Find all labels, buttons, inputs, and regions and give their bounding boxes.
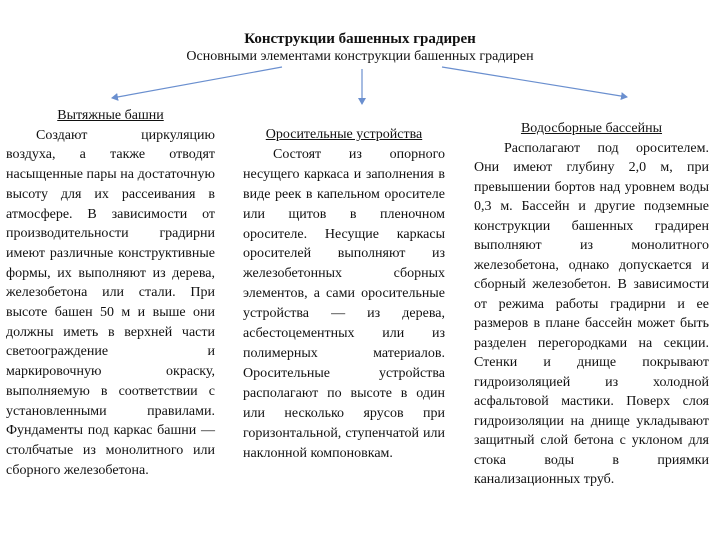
column-heading-irrigation-devices: Оросительные устройства — [265, 127, 423, 142]
column-text-water-basins: Располагают под оросителем. Они имеют глубину 2,0 м, при превышении бортов над уровнем воды 0,3 м. Бассейн и другие подземные конструкции башенных градирен выполняют из монолитного железобетона, однако допускается и сборный железобетон. В зависимости от режима работы градирни и ее размеров в плане бассейн может быть разделен перегородками на секции. Стенки и днище покрывают гидроизоляцией из холодной асфальтовой мастики. Поверх слоя гидроизоляции на днище укладывают защитный слой бетона с уклоном для стока воды в приямки канализационных труб. — [474, 140, 709, 487]
column-text-irrigation-devices: Состоят из опорного несущего каркаса и заполнения в виде реек в капельном оросителе или щитов в пленочном оросителе. Несущие каркасы оросителей выполняют из железобетонных сборных элементов, а сами оросительные устройства — из дерева, асбестоцементных или из полимерных материалов. Оросительные устройства располагают по высоте в один или несколько ярусов при горизонтальной, ступенчатой или наклонной компоновкам. — [243, 146, 445, 461]
arrow-right — [442, 67, 627, 97]
column-text-exhaust-towers: Создают циркуляцию воздуха, а также отводят насыщенные пары на достаточную высоту для их рассеивания в атмосфере. В зависимости от производительности градирни имеют различные конструктивные формы, их выполняют из дерева, железобетона или стали. При высоте башен 50 м и выше они должны иметь в верхней части светоограждение и маркировочную окраску, выполняемую в соответствии с установленными правилами. Фундаменты под каркас башни — столбчатые из монолитного или сборного железобетона. — [6, 127, 215, 478]
page-title: Конструкции башенных градирен — [244, 31, 476, 47]
column-heading-exhaust-towers: Вытяжные башни — [57, 108, 164, 123]
column-irrigation-devices — [243, 125, 445, 463]
column-heading-water-basins: Водосборные бассейны — [520, 121, 663, 136]
column-exhaust-towers — [6, 106, 215, 480]
column-water-basins — [474, 119, 709, 490]
arrow-left — [112, 67, 282, 98]
page-subtitle: Основными элементами конструкции башенных градирен — [186, 49, 534, 64]
